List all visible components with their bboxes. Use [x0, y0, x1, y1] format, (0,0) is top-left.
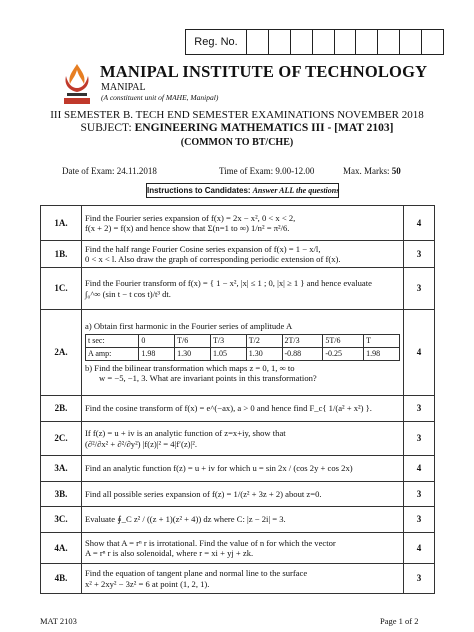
question-text — [82, 564, 404, 594]
question-number: 1A. — [41, 206, 82, 241]
question-row — [41, 206, 435, 241]
reg-no-cell — [291, 30, 313, 54]
common-to: (COMMON TO BT/CHE) — [180, 137, 294, 148]
logo-banner — [64, 98, 90, 104]
question-line: Find the equation of tangent plane and normal line to the surface — [85, 568, 308, 579]
question-row — [41, 268, 435, 310]
table-cell: A amp: — [86, 347, 139, 360]
exam-date: Date of Exam: 24.11.2018 — [62, 166, 157, 176]
table-cell: T/6 — [175, 334, 211, 347]
question-marks: 4 — [404, 456, 435, 482]
question-row — [41, 507, 435, 533]
question-row — [41, 456, 435, 482]
question-text — [82, 396, 404, 422]
table-cell: 1.98 — [364, 347, 400, 360]
question-number: 4A. — [41, 533, 82, 564]
reg-no-label: Reg. No. — [186, 30, 247, 54]
question-row — [41, 564, 435, 594]
instructions-text: Answer ALL the questions — [252, 186, 340, 195]
question-row — [41, 396, 435, 422]
max-marks-value: 50 — [391, 166, 401, 176]
reg-no-cell — [378, 30, 400, 54]
question-text — [82, 206, 404, 241]
reg-no-cells — [247, 30, 443, 54]
question-line: Find all possible series expansion of f(z) = 1/(z² + 3z + 2) about z=0. — [85, 488, 322, 499]
question-number: 3C. — [41, 507, 82, 533]
reg-no-cell — [335, 30, 357, 54]
harmonic-data-table — [85, 334, 400, 361]
instructions-label: Instructions to Candidates: — [147, 186, 251, 195]
question-line: Find the half range Fourier Cosine series expansion of f(x) = 1 − x/l, — [85, 243, 321, 254]
table-cell: 1.30 — [246, 347, 282, 360]
question-marks: 3 — [404, 422, 435, 456]
flame-icon — [65, 64, 88, 92]
question-text — [82, 533, 404, 564]
question-line: ∫₀^∞ (sin t − t cos t)/t³ dt. — [85, 288, 171, 299]
question-text — [82, 507, 404, 533]
max-marks — [343, 166, 401, 176]
question-number: 1C. — [41, 268, 82, 310]
reg-no-box — [185, 29, 444, 55]
question-line: 0 < x < l. Also draw the graph of corresponding periodic extension of f(x). — [85, 254, 341, 264]
table-cell: T/2 — [246, 334, 282, 347]
question-line: Find the Fourier transform of f(x) = { 1 − x², |x| ≤ 1 ; 0, |x| ≥ 1 } and hence evaluate — [85, 278, 372, 289]
table-row — [86, 347, 400, 360]
table-cell: T/3 — [210, 334, 246, 347]
reg-no-cell — [400, 30, 422, 54]
reg-no-cell — [269, 30, 291, 54]
question-row — [41, 310, 435, 396]
question-marks: 4 — [404, 206, 435, 241]
question-marks: 3 — [404, 396, 435, 422]
reg-no-cell — [313, 30, 335, 54]
max-marks-label: Max. Marks: — [343, 166, 392, 176]
table-cell: 2T/3 — [282, 334, 323, 347]
question-row — [41, 533, 435, 564]
question-marks: 3 — [404, 507, 435, 533]
question-number: 3A. — [41, 456, 82, 482]
question-number: 3B. — [41, 482, 82, 507]
table-cell: 1.30 — [175, 347, 211, 360]
question-line: Find an analytic function f(z) = u + iv for which u = sin 2x / (cos 2y + cos 2x) — [85, 463, 353, 474]
constituent-label: (A constituent unit of MAHE, Manipal) — [101, 93, 219, 102]
table-cell: 0 — [139, 334, 175, 347]
institute-logo — [58, 62, 96, 108]
question-number: 2A. — [41, 310, 82, 396]
table-cell: -0.25 — [323, 347, 364, 360]
reg-no-cell — [247, 30, 269, 54]
reg-no-cell — [356, 30, 378, 54]
question-line: f(x + 2) = f(x) and hence show that Σ(n=1 to ∞) 1/n² = π²/6. — [85, 223, 290, 233]
question-row — [41, 241, 435, 268]
table-cell: 1.98 — [139, 347, 175, 360]
question-line: Find the cosine transform of f(x) = e^(−ax), a > 0 and hence find F_c{ 1/(a² + x²) }. — [85, 403, 372, 414]
question-line: If f(z) = u + iv is an analytic function of z=x+iy, show that — [85, 428, 286, 439]
question-line: A = rⁿ r is also solenoidal, where r = xi + yj + zk. — [85, 548, 254, 558]
question-number: 1B. — [41, 241, 82, 268]
question-marks: 3 — [404, 482, 435, 507]
institute-name: MANIPAL INSTITUTE OF TECHNOLOGY — [100, 62, 428, 81]
question-marks: 4 — [404, 310, 435, 396]
table-cell: 5T/6 — [323, 334, 364, 347]
reg-no-cell — [422, 30, 443, 54]
manipal-label: MANIPAL — [101, 82, 146, 93]
table-cell: t sec: — [86, 334, 139, 347]
question-line: Find the Fourier series expansion of f(x) = 2x − x², 0 < x < 2, — [85, 212, 296, 223]
question-text — [82, 422, 404, 456]
exam-time: Time of Exam: 9.00-12.00 — [219, 166, 315, 176]
table-cell: -0.88 — [282, 347, 323, 360]
table-row — [86, 334, 400, 347]
question-marks: 3 — [404, 268, 435, 310]
question-text — [82, 268, 404, 310]
question-part-b: b) Find the bilinear transformation which maps z = 0, 1, ∞ to — [85, 362, 295, 373]
question-number: 4B. — [41, 564, 82, 594]
footer-course-code: MAT 2103 — [40, 616, 77, 626]
question-line: x² + 2xy² − 3z² = 6 at point (1, 2, 1). — [85, 578, 210, 589]
question-text — [82, 456, 404, 482]
subject-prefix: SUBJECT: — [80, 122, 135, 134]
question-part-b-cont: w = −5, −1, 3. What are invariant points in this transformation? — [99, 373, 317, 384]
question-part-a: a) Obtain first harmonic in the Fourier series of amplitude A — [85, 321, 293, 332]
question-number: 2C. — [41, 422, 82, 456]
table-cell: 1.05 — [210, 347, 246, 360]
question-line: Evaluate ∮_C z² / ((z + 1)(z² + 4)) dz where C: |z − 2i| = 3. — [85, 514, 286, 525]
subject-name: ENGINEERING MATHEMATICS III - [MAT 2103] — [134, 122, 394, 134]
logo-base — [67, 93, 87, 96]
question-marks: 3 — [404, 241, 435, 268]
question-marks: 3 — [404, 564, 435, 594]
table-cell: T — [364, 334, 400, 347]
instructions-box — [146, 183, 339, 198]
exam-title: III SEMESTER B. TECH END SEMESTER EXAMINATIONS NOVEMBER 2018 — [50, 109, 424, 121]
question-marks: 4 — [404, 533, 435, 564]
question-line: Show that A = rⁿ r is irrotational. Find the value of n for which the vector — [85, 537, 336, 548]
questions-table — [40, 205, 435, 594]
question-number: 2B. — [41, 396, 82, 422]
question-line: (∂²/∂x² + ∂²/∂y²) |f(z)|² = 4|f′(z)|². — [85, 438, 197, 449]
question-text — [82, 241, 404, 268]
question-text — [82, 310, 404, 396]
question-row — [41, 482, 435, 507]
question-row — [41, 422, 435, 456]
footer-page-number: Page 1 of 2 — [380, 616, 419, 626]
subject-line — [0, 122, 474, 134]
question-text — [82, 482, 404, 507]
